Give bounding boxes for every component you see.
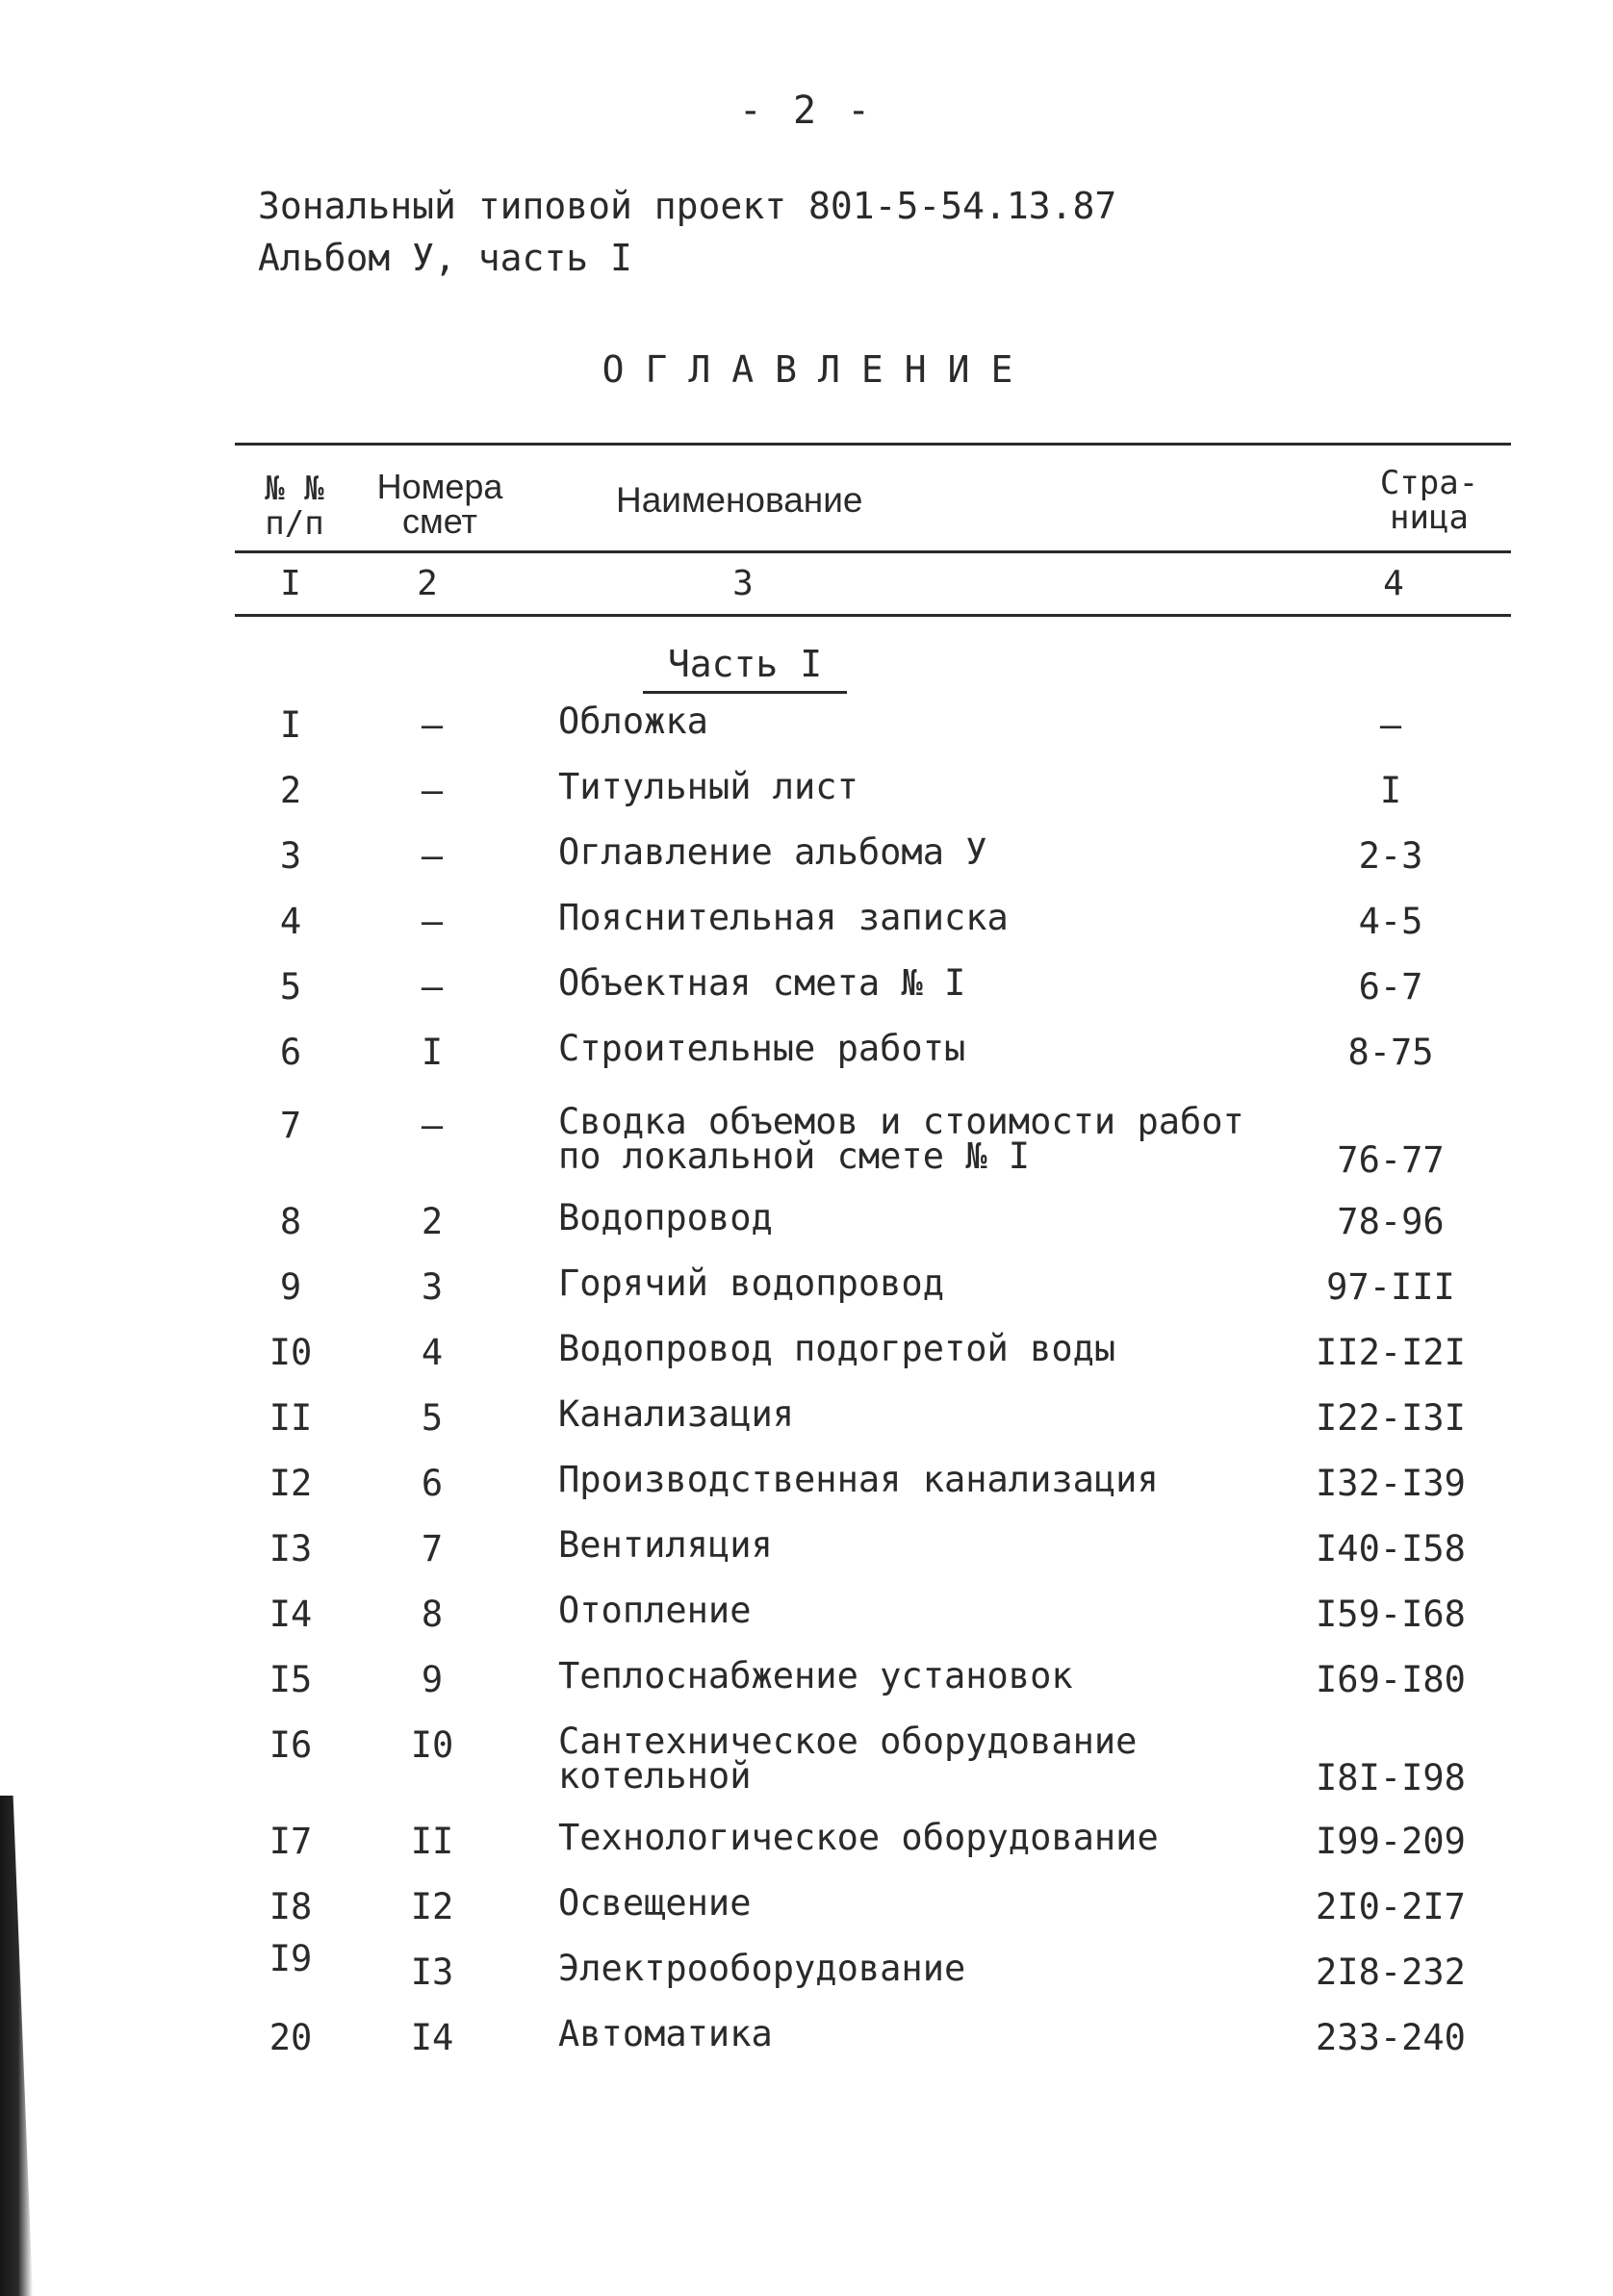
column-number-1: I xyxy=(280,564,301,603)
header-name: Наименование xyxy=(616,480,863,520)
estimate-number: I2 xyxy=(410,1886,454,1927)
estimate-number: – xyxy=(421,901,444,942)
page-range: 76-77 xyxy=(1337,1139,1445,1181)
row-number: 4 xyxy=(279,901,302,942)
header-page: Стра- ница xyxy=(1379,464,1479,537)
item-name: Пояснительная записка xyxy=(558,897,1009,938)
row-number: I8 xyxy=(269,1886,313,1927)
row-number: 20 xyxy=(269,2017,313,2058)
item-name: Канализация xyxy=(558,1393,795,1435)
table-row xyxy=(0,1590,1613,1651)
table-row xyxy=(0,1263,1613,1324)
page-range: I59-I68 xyxy=(1316,1594,1466,1635)
table-row xyxy=(0,962,1613,1024)
page-range: II2-I2I xyxy=(1316,1332,1466,1373)
column-number-4: 4 xyxy=(1383,564,1404,603)
table-row xyxy=(0,897,1613,958)
estimate-number: – xyxy=(421,770,444,811)
row-number: 2 xyxy=(279,770,302,811)
estimate-number: 6 xyxy=(421,1463,444,1504)
table-row xyxy=(0,1459,1613,1520)
row-number: I2 xyxy=(269,1463,313,1504)
table-row xyxy=(0,1524,1613,1586)
table-row xyxy=(0,1817,1613,1878)
row-number: 7 xyxy=(279,1105,302,1146)
table-row xyxy=(0,2013,1613,2075)
row-number: I9 xyxy=(269,1938,313,1979)
estimate-number: 8 xyxy=(421,1594,444,1635)
estimate-number: 4 xyxy=(421,1332,444,1373)
estimate-number: – xyxy=(421,704,444,746)
header-row-number: № № п/п xyxy=(265,470,324,543)
page-range: I22-I3I xyxy=(1316,1397,1466,1439)
item-name: Строительные работы xyxy=(558,1028,966,1069)
header-estimate-number: Номера смет xyxy=(376,467,503,541)
row-number: I6 xyxy=(269,1724,313,1766)
page-range: 2I0-2I7 xyxy=(1316,1886,1466,1927)
estimate-number: II xyxy=(410,1821,454,1862)
estimate-number: – xyxy=(421,966,444,1008)
item-name: Оглавление альбома У xyxy=(558,831,987,873)
page-range: I8I-I98 xyxy=(1316,1757,1466,1799)
row-number: 3 xyxy=(279,835,302,877)
toc-heading: ОГЛАВЛЕНИЕ xyxy=(602,348,1035,391)
page-range: I32-I39 xyxy=(1316,1463,1466,1504)
item-name: Горячий водопровод xyxy=(558,1263,944,1304)
item-name: Водопровод подогретой воды xyxy=(558,1328,1116,1369)
table-header-rule xyxy=(235,550,1511,553)
table-row xyxy=(0,1328,1613,1390)
estimate-number: 2 xyxy=(421,1201,444,1242)
column-number-3: 3 xyxy=(732,564,754,603)
estimate-number: I4 xyxy=(410,2017,454,2058)
estimate-number: 9 xyxy=(421,1659,444,1700)
page-range: 6-7 xyxy=(1358,966,1423,1008)
page-range: 4-5 xyxy=(1358,901,1423,942)
item-name: Технологическое оборудование xyxy=(558,1817,1159,1858)
table-row xyxy=(0,1655,1613,1717)
estimate-number: I0 xyxy=(410,1724,454,1766)
table-top-rule xyxy=(235,443,1511,446)
page-range: I40-I58 xyxy=(1316,1528,1466,1569)
page-range: 2-3 xyxy=(1358,835,1423,877)
item-name: Производственная канализация xyxy=(558,1459,1159,1500)
row-number: 9 xyxy=(279,1266,302,1308)
table-row xyxy=(0,701,1613,762)
item-name: Теплоснабжение установок xyxy=(558,1655,1073,1696)
table-column-numbers-rule xyxy=(235,614,1511,617)
table-row xyxy=(0,1101,1613,1181)
item-name: Освещение xyxy=(558,1882,752,1924)
item-name: Сантехническое оборудование котельной xyxy=(558,1721,1138,1797)
row-number: II xyxy=(269,1397,313,1439)
row-number: I4 xyxy=(269,1594,313,1635)
item-name: Автоматика xyxy=(558,2013,773,2054)
column-number-2: 2 xyxy=(417,564,438,603)
page-range: 233-240 xyxy=(1316,2017,1466,2058)
estimate-number: – xyxy=(421,1105,444,1146)
table-row xyxy=(0,1197,1613,1259)
item-name: Сводка объемов и стоимости работ по локальной смете № I xyxy=(558,1101,1244,1177)
section-title: Часть I xyxy=(643,643,847,694)
row-number: I xyxy=(279,704,302,746)
page-range: 8-75 xyxy=(1347,1032,1434,1073)
page-range: I xyxy=(1379,770,1402,811)
row-number: 5 xyxy=(279,966,302,1008)
estimate-number: 5 xyxy=(421,1397,444,1439)
estimate-number: 7 xyxy=(421,1528,444,1569)
page-range: 97-III xyxy=(1326,1266,1455,1308)
estimate-number: 3 xyxy=(421,1266,444,1308)
row-number: 6 xyxy=(279,1032,302,1073)
row-number: 8 xyxy=(279,1201,302,1242)
page-range: 2I8-232 xyxy=(1316,1952,1466,1993)
page-number: - 2 - xyxy=(738,89,875,133)
album-line: Альбом У, часть I xyxy=(258,237,632,279)
estimate-number: I3 xyxy=(410,1952,454,1993)
row-number: I3 xyxy=(269,1528,313,1569)
page-range: 78-96 xyxy=(1337,1201,1445,1242)
item-name: Электрооборудование xyxy=(558,1948,966,1989)
table-row xyxy=(0,766,1613,828)
row-number: I7 xyxy=(269,1821,313,1862)
item-name: Обложка xyxy=(558,701,708,742)
item-name: Отопление xyxy=(558,1590,752,1631)
item-name: Титульный лист xyxy=(558,766,858,807)
item-name: Водопровод xyxy=(558,1197,773,1238)
page-range: I99-209 xyxy=(1316,1821,1466,1862)
estimate-number: – xyxy=(421,835,444,877)
table-row xyxy=(0,1028,1613,1089)
table-row xyxy=(0,1882,1613,1944)
page-range: I69-I80 xyxy=(1316,1659,1466,1700)
estimate-number: I xyxy=(421,1032,444,1073)
row-number: I5 xyxy=(269,1659,313,1700)
table-row xyxy=(0,1393,1613,1455)
table-row xyxy=(0,1938,1613,2009)
page-range: – xyxy=(1379,704,1402,746)
item-name: Объектная смета № I xyxy=(558,962,966,1004)
item-name: Вентиляция xyxy=(558,1524,773,1566)
table-row xyxy=(0,831,1613,893)
table-row xyxy=(0,1721,1613,1799)
row-number: I0 xyxy=(269,1332,313,1373)
project-title: Зональный типовой проект 801-5-54.13.87 xyxy=(258,185,1117,227)
